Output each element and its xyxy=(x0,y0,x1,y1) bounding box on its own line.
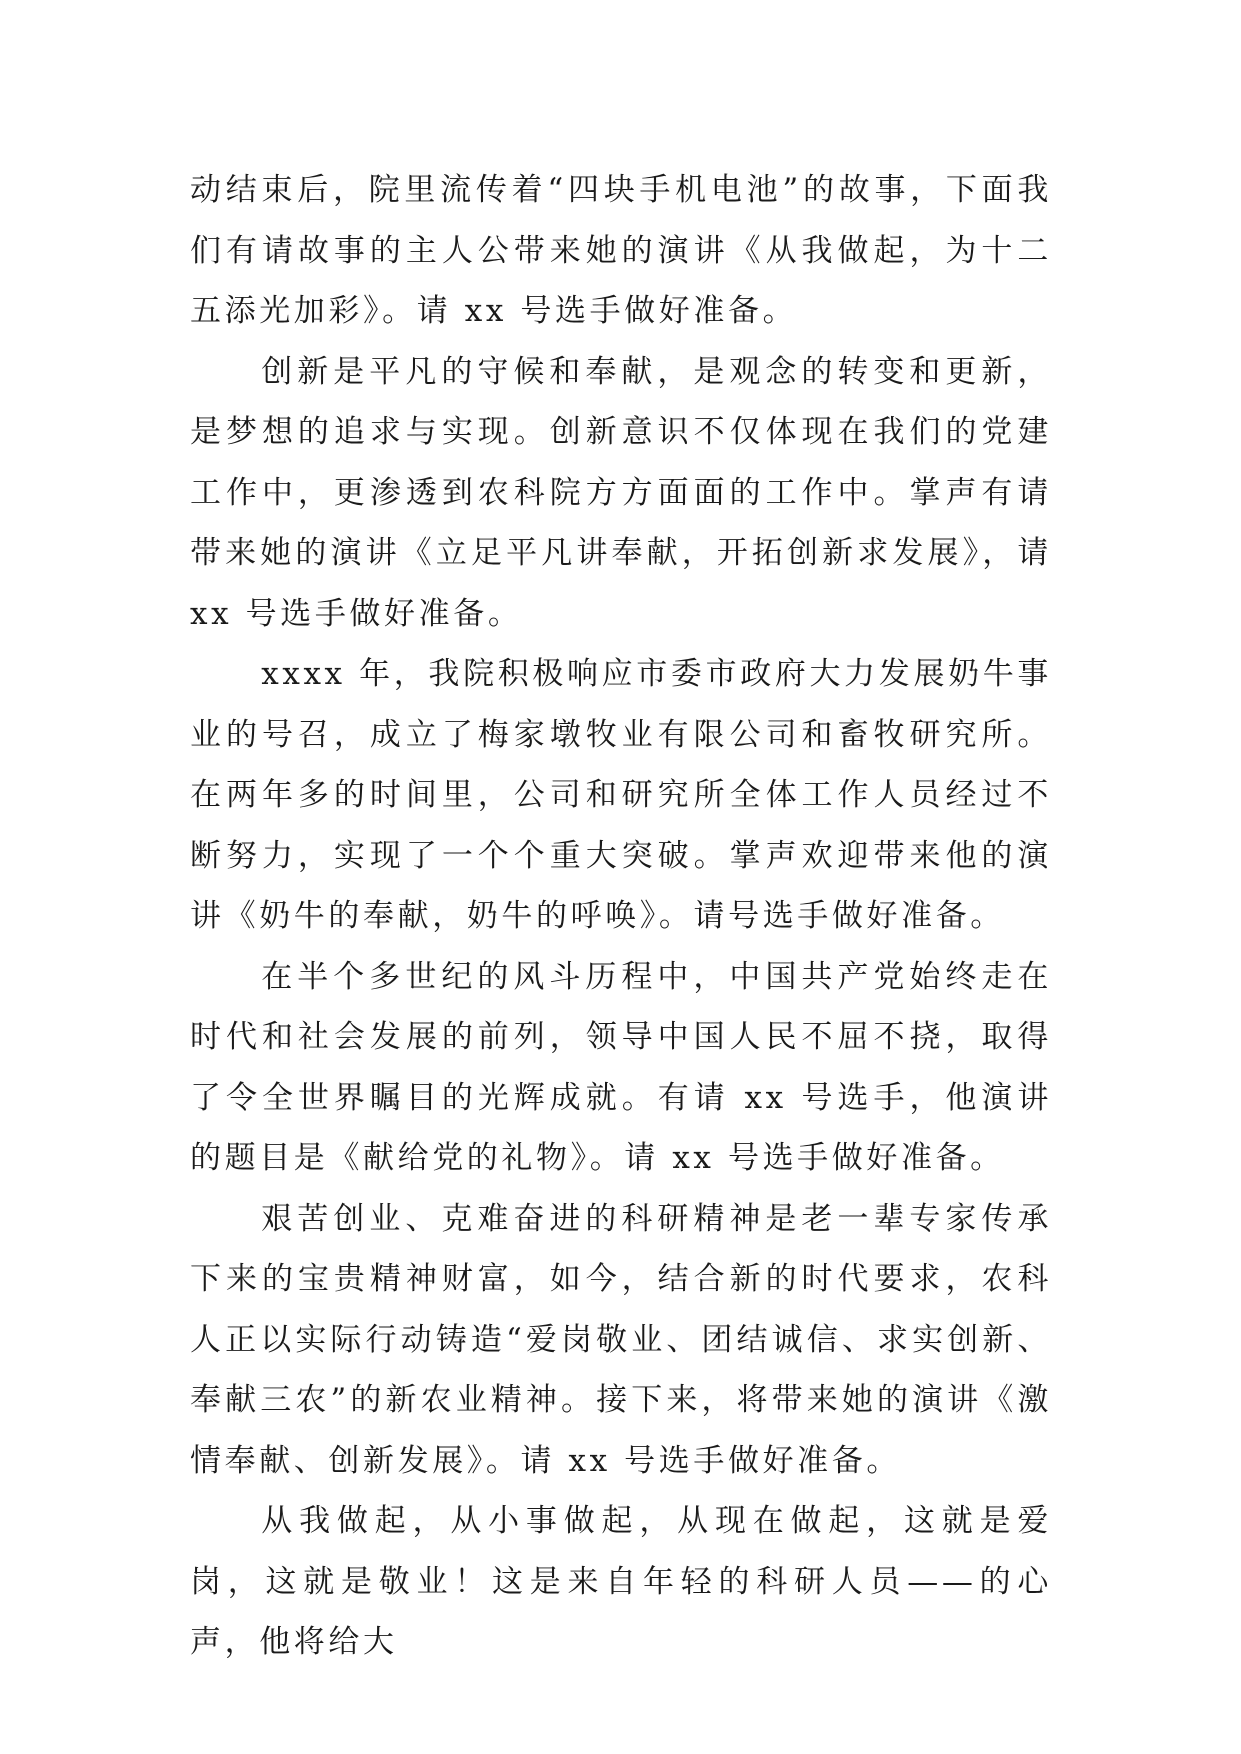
paragraph-6: 从我做起，从小事做起，从现在做起，这就是爱岗，这就是敬业！这是来自年轻的科研人员——的心声，他将给大 xyxy=(190,1503,1052,1660)
paragraph-3: xxxx 年，我院积极响应市委市政府大力发展奶牛事业的号召，成立了梅家墩牧业有限公司和畜牧研究所。在两年多的时间里，公司和研究所全体工作人员经过不断努力，实现了一个个重大突破。掌声欢迎带来他的演讲《奶牛的奉献，奶牛的呼唤》。请号选手做好准备。 xyxy=(190,656,1052,934)
paragraph-2: 创新是平凡的守候和奉献，是观念的转变和更新，是梦想的追求与实现。创新意识不仅体现在我们的党建工作中，更渗透到农科院方方面面的工作中。掌声有请带来她的演讲《立足平凡讲奉献，开拓创新求发展》，请 xx 号选手做好准备。 xyxy=(190,353,1052,632)
paragraph-4: 在半个多世纪的风斗历程中，中国共产党始终走在时代和社会发展的前列，领导中国人民不屈不挠，取得了令全世界瞩目的光辉成就。有请 xx 号选手，他演讲的题目是《献给党的礼物》。请 xx 号选手做好准备。 xyxy=(190,958,1052,1176)
document-body xyxy=(190,160,1052,1673)
paragraph-1: 动结束后，院里流传着“四块手机电池”的故事，下面我们有请故事的主人公带来她的演讲《从我做起，为十二五添光加彩》。请 xx 号选手做好准备。 xyxy=(190,172,1052,329)
paragraph-5: 艰苦创业、克难奋进的科研精神是老一辈专家传承下来的宝贵精神财富，如今，结合新的时代要求，农科人正以实际行动铸造“爱岗敬业、团结诚信、求实创新、奉献三农”的新农业精神。接下来，将带来她的演讲《激情奉献、创新发展》。请 xx 号选手做好准备。 xyxy=(190,1200,1052,1479)
